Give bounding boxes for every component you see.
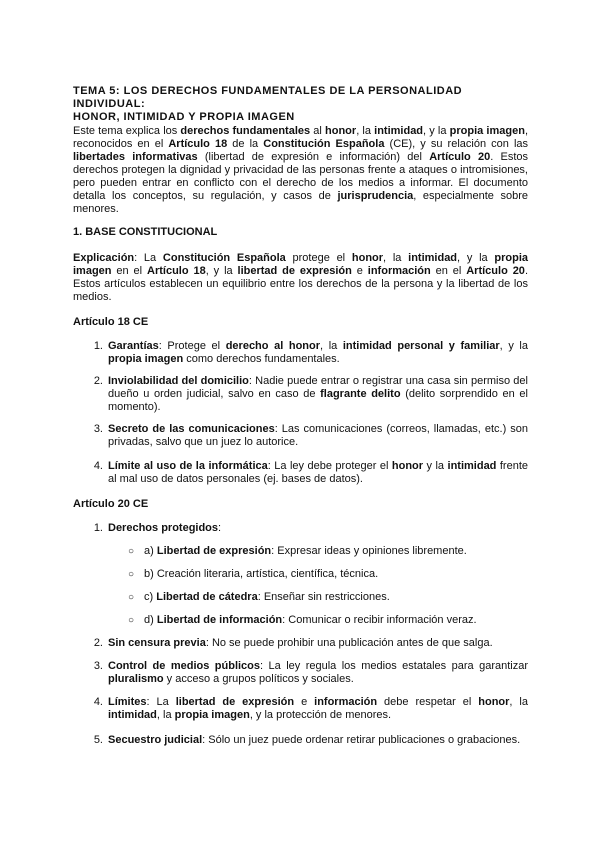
list-number: 4. <box>93 460 103 472</box>
list-item-sin-censura: Sin censura previa: No se puede prohibir una publicación antes de que salga. <box>108 637 493 649</box>
list-item-secuestro-judicial: Secuestro judicial: Sólo un juez puede ordenar retirar publicaciones o grabaciones. <box>108 734 521 746</box>
list-number: 3. <box>93 423 103 435</box>
intro-paragraph: Este tema explica los derechos fundamentales al honor, la intimidad, y la propia imagen, reconocidos en el Artículo 18 de la Constitución Española (CE), y su relación con las libertades informativas (libertad de expresión e información) del Artículo 20. Estos derechos protegen la dignidad y privacidad de las personas frente a ataques o intromisiones, pero pueden entrar en conflicto con el derecho de los medios a informar. El documento detalla los conceptos, su regulación, y casos de jurisprudencia, especialmente sobre menores. <box>73 125 529 215</box>
list-number: 3. <box>93 660 103 672</box>
heading-articulo-18: Artículo 18 CE <box>73 316 149 328</box>
list-item-limites: Límites: La libertad de expresión e información debe respetar el honor, la intimidad, la propia imagen, y la protección de menores. <box>108 696 528 721</box>
bullet-icon: ○ <box>127 546 135 557</box>
list-item-derechos-protegidos: Derechos protegidos: <box>108 522 222 534</box>
bullet-icon: ○ <box>127 592 135 603</box>
sub-item-libertad-informacion: d) Libertad de información: Comunicar o recibir información veraz. <box>144 614 477 626</box>
section-heading-base-constitucional: 1. BASE CONSTITUCIONAL <box>73 226 218 238</box>
heading-articulo-20: Artículo 20 CE <box>73 498 149 510</box>
list-item-control-medios: Control de medios públicos: La ley regula los medios estatales para garantizar pluralismo y acceso a grupos políticos y sociales. <box>108 660 528 685</box>
list-number: 2. <box>93 375 103 387</box>
sub-item-creacion: b) Creación literaria, artística, científica, técnica. <box>144 568 379 580</box>
sub-item-libertad-expresion: a) Libertad de expresión: Expresar ideas y opiniones libremente. <box>144 545 467 557</box>
bullet-icon: ○ <box>127 569 135 580</box>
title-line-2: HONOR, INTIMIDAD Y PROPIA IMAGEN <box>73 111 295 123</box>
list-item-inviolabilidad: Inviolabilidad del domicilio: Nadie puede entrar o registrar una casa sin permiso del dueño u orden judicial, salvo en caso de flagrante delito (delito sorprendido en el momento). <box>108 375 528 413</box>
explanation-paragraph: Explicación: La Constitución Española protege el honor, la intimidad, y la propia imagen en el Artículo 18, y la libertad de expresión e información en el Artículo 20. Estos artículos establecen un equilibrio entre los derechos de la persona y la libertad de los medios. <box>73 252 528 303</box>
list-item-secreto: Secreto de las comunicaciones: Las comunicaciones (correos, llamadas, etc.) son privadas, salvo que un juez lo autorice. <box>108 423 528 448</box>
list-item-garantias: Garantías: Protege el derecho al honor, la intimidad personal y familiar, y la propia imagen como derechos fundamentales. <box>108 340 528 365</box>
list-number: 4. <box>93 696 103 708</box>
document-title <box>73 85 528 124</box>
list-item-limite-informatica: Límite al uso de la informática: La ley debe proteger el honor y la intimidad frente al mal uso de datos personales (ej. bases de datos). <box>108 460 528 485</box>
bullet-icon: ○ <box>127 615 135 626</box>
list-number: 1. <box>93 340 103 352</box>
sub-item-libertad-catedra: c) Libertad de cátedra: Enseñar sin restricciones. <box>144 591 390 603</box>
title-line-1: TEMA 5: LOS DERECHOS FUNDAMENTALES DE LA PERSONALIDAD INDIVIDUAL: <box>73 85 463 110</box>
list-number: 5. <box>93 734 103 746</box>
list-number: 2. <box>93 637 103 649</box>
list-number: 1. <box>93 522 103 534</box>
